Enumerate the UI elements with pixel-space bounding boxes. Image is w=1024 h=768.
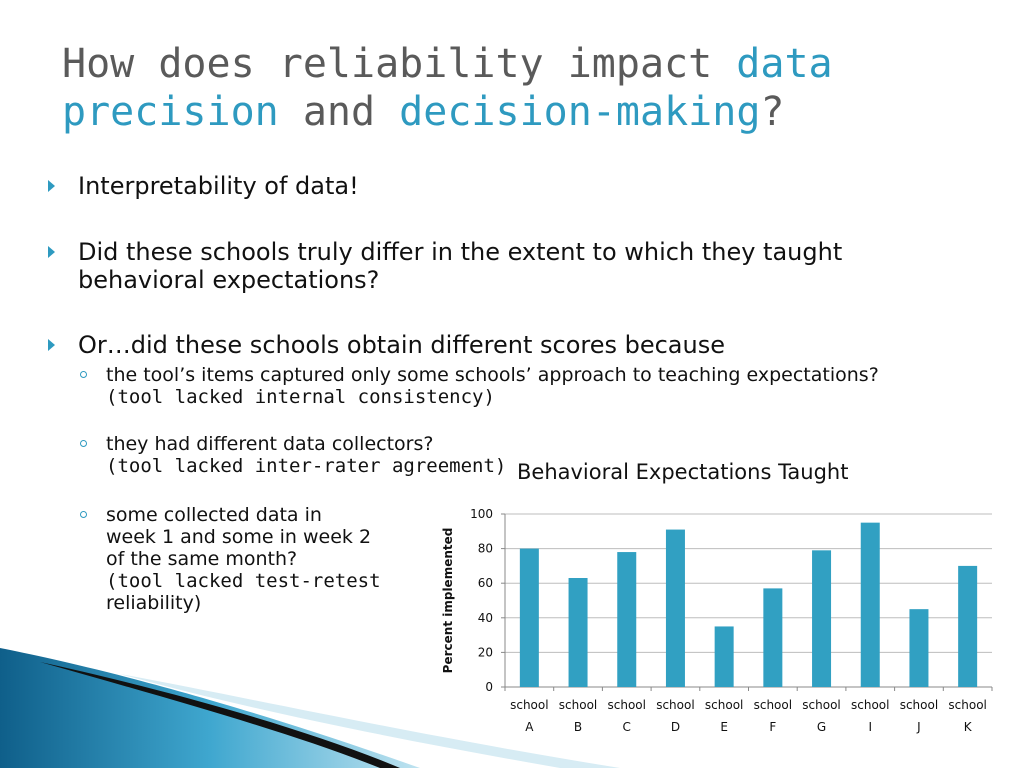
x-tick-label: F <box>769 720 777 734</box>
bullet-item: Or…did these schools obtain different scores because <box>78 331 725 359</box>
chart-title: Behavioral Expectations Taught <box>517 460 849 484</box>
sub-bullet-circle-icon <box>80 440 87 447</box>
bar-chart <box>430 495 1010 750</box>
x-tick-label: D <box>670 720 681 734</box>
sub-bullet-item: some collected data in week 1 and some in week 2 of the same month? (tool lacked test-retest reliability) <box>106 504 381 614</box>
y-tick-label: 40 <box>477 610 493 625</box>
y-axis-label: Percent implemented <box>441 527 455 674</box>
sub-bullet-item: they had different data collectors? (tool lacked inter-rater agreement) <box>106 433 506 477</box>
bullet-arrow-icon <box>48 339 55 351</box>
x-tick-label: I <box>868 720 873 734</box>
title-question: ? <box>760 89 785 135</box>
x-tick-label: K <box>963 720 972 734</box>
bar <box>520 549 539 687</box>
y-tick-label: 20 <box>477 645 493 660</box>
title-accent-decision: decision-making <box>399 89 761 135</box>
title-text-and: and <box>278 89 400 135</box>
slide-title <box>62 40 962 136</box>
bullet-arrow-icon <box>48 246 55 258</box>
sub-bullet-item: the tool’s items captured only some schools’ approach to teaching expectations? (tool lacked internal consistency) <box>106 364 879 408</box>
x-tick-label: school <box>851 698 890 712</box>
x-tick-label: school <box>899 698 939 712</box>
y-tick-label: 100 <box>470 507 493 521</box>
y-tick-label: 60 <box>477 576 493 591</box>
bar <box>909 609 928 687</box>
x-tick-label: G <box>816 720 827 734</box>
x-tick-label: E <box>720 720 728 734</box>
x-tick-label: school <box>753 698 793 712</box>
x-tick-label: school <box>802 698 841 712</box>
y-tick-label: 80 <box>477 541 493 556</box>
y-tick-label: 0 <box>485 680 493 694</box>
x-tick-label: school <box>948 698 987 712</box>
title-text: How does reliability impact <box>62 41 737 87</box>
bar <box>666 530 685 687</box>
x-tick-label: school <box>607 698 646 712</box>
x-tick-label: school <box>704 698 744 712</box>
x-tick-label: B <box>573 720 583 734</box>
title-accent-precision: precision <box>62 89 279 135</box>
sub-bullet-circle-icon <box>80 511 87 518</box>
bullet-arrow-icon <box>48 180 55 192</box>
x-tick-label: J <box>917 720 921 734</box>
bar <box>569 578 588 687</box>
sub-bullet-circle-icon <box>80 371 87 378</box>
bar <box>617 552 636 687</box>
x-tick-label: school <box>656 698 695 712</box>
bar <box>763 588 782 687</box>
bar <box>958 566 977 687</box>
x-tick-label: school <box>510 698 549 712</box>
bullet-item: Did these schools truly differ in the extent to which they taught behavioral expectations? <box>78 238 842 294</box>
bar <box>861 523 880 687</box>
x-tick-label: A <box>525 720 534 734</box>
title-accent-data: data <box>736 41 833 87</box>
bar <box>715 626 734 687</box>
x-tick-label: school <box>558 698 598 712</box>
x-tick-label: C <box>622 720 631 734</box>
bar <box>812 550 831 687</box>
bullet-item: Interpretability of data! <box>78 172 359 200</box>
